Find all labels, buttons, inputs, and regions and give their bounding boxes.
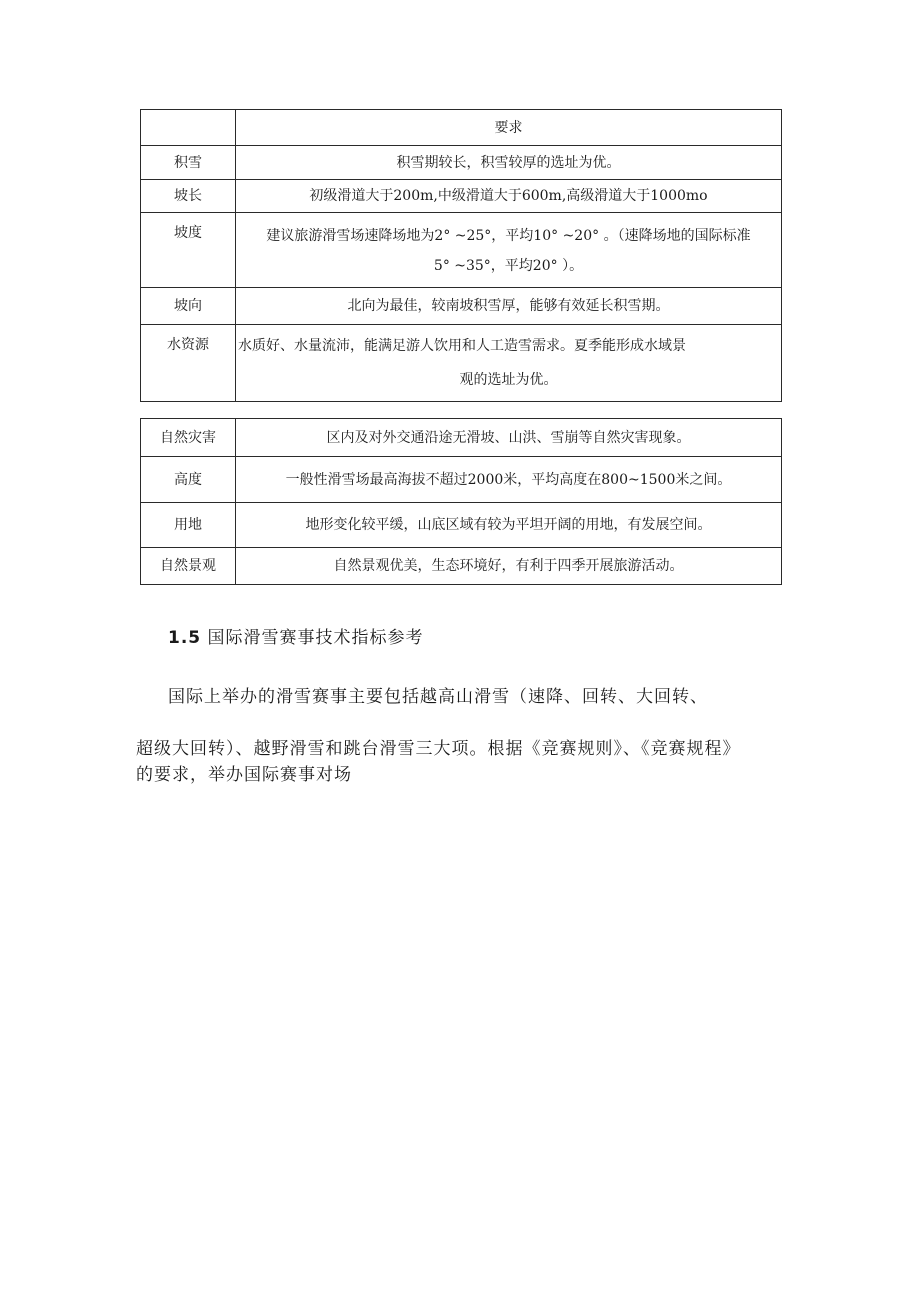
row-text-natural-landscape: 自然景观优美，生态环境好，有利于四季开展旅游活动。 [236,548,782,585]
table-row [141,288,782,325]
table-row [141,325,782,402]
row-text-slope-length: 初级滑道大于200m,中级滑道大于600m,高级滑道大于1000mo [236,180,782,213]
gradient-line-1: 建议旅游滑雪场速降场地为2° ~25°，平均10° ~20° 。（速降场地的国际标准 [266,228,751,244]
paragraph-line-3: 的要求，举办国际赛事对场 [136,765,352,785]
water-line-1: 水质好、水量流沛，能满足游人饮用和人工造雪需求。夏季能形成水域景 [238,338,686,354]
table-row [141,146,782,180]
row-label-snow: 积雪 [141,146,236,180]
header-requirement-cell: 要求 [236,110,782,146]
row-text-land-use: 地形变化较平缓，山底区域有较为平坦开阔的用地，有发展空间。 [236,503,782,548]
row-text-altitude: 一般性滑雪场最高海拔不超过2000米，平均高度在800~1500米之间。 [236,457,782,503]
paragraph-body [136,736,786,788]
row-label-natural-landscape: 自然景观 [141,548,236,585]
row-label-natural-disaster: 自然灾害 [141,419,236,457]
section-heading [168,623,424,648]
row-text-water [236,325,782,402]
table-header-row [141,110,782,146]
table-row [141,457,782,503]
row-label-slope-direction: 坡向 [141,288,236,325]
row-text-slope-direction: 北向为最佳，较南坡积雪厚，能够有效延长积雪期。 [236,288,782,325]
section-number: 1.5 [168,628,202,648]
row-label-land-use: 用地 [141,503,236,548]
row-label-altitude: 高度 [141,457,236,503]
table-row [141,503,782,548]
section-title: 国际滑雪赛事技术指标参考 [207,628,424,648]
table-row [141,180,782,213]
table-row [141,548,782,585]
gradient-line-2: 5° ~35°，平均20° ）。 [433,258,584,274]
row-label-water: 水资源 [141,325,236,402]
row-text-natural-disaster: 区内及对外交通沿途无滑坡、山洪、雪崩等自然灾害现象。 [236,419,782,457]
row-label-gradient: 坡度 [141,213,236,288]
paragraph-line-2: 超级大回转）、越野滑雪和跳台滑雪三大项。根据《竞赛规则》、《竞赛规程》 [136,739,741,759]
row-text-snow: 积雪期较长，积雪较厚的选址为优。 [236,146,782,180]
requirements-table-1 [140,109,782,402]
row-label-slope-length: 坡长 [141,180,236,213]
header-empty-cell [141,110,236,146]
row-text-gradient [236,213,782,288]
paragraph-line-1: 国际上举办的滑雪赛事主要包括越高山滑雪（速降、回转、大回转、 [168,687,708,707]
requirements-table-2 [140,418,782,585]
table-row [141,419,782,457]
water-line-2: 观的选址为优。 [459,372,558,388]
table-row [141,213,782,288]
